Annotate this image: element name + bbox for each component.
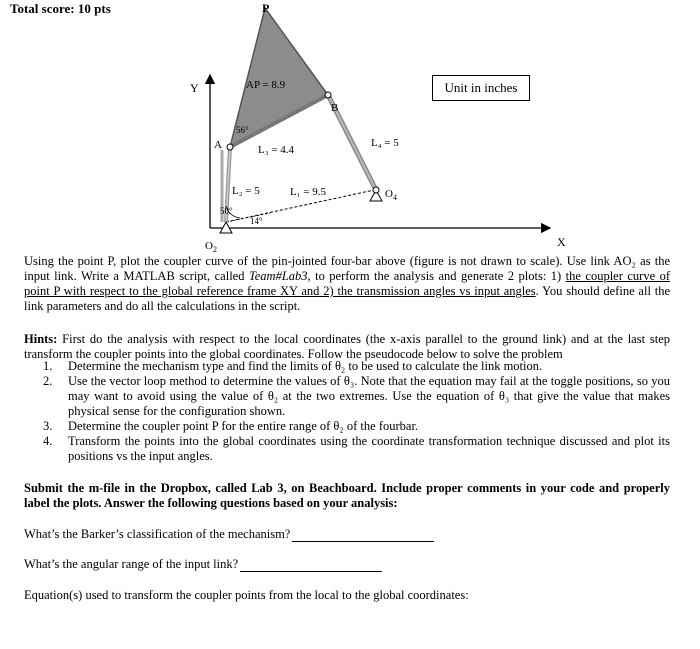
answer-blank[interactable] <box>292 541 434 542</box>
label-y-axis: Y <box>190 81 199 95</box>
list-item: 4. Transform the points into the global coordinates using the coordinate transformation technique discussed and plot its positions vs the input angles. <box>43 434 670 463</box>
pin-a <box>227 144 233 150</box>
label-l3: L₃ = 4.4 <box>258 144 295 156</box>
label-a: A <box>214 139 222 151</box>
list-item: 1. Determine the mechanism type and find the limits of θ₂ to be used to calculate the link motion. <box>43 359 543 373</box>
question-transform: Equation(s) used to transform the coupler points from the local to the global coordinates: <box>24 588 469 602</box>
four-bar-diagram <box>0 0 700 260</box>
label-o2: $O_2$ <box>205 240 217 254</box>
label-14: 14° <box>250 216 263 226</box>
answer-blank[interactable] <box>240 571 382 572</box>
unit-label-box: Unit in inches <box>432 75 530 101</box>
label-p: P <box>262 1 270 15</box>
pin-b <box>325 92 331 98</box>
label-l1: L₁ = 9.5 <box>290 186 327 198</box>
label-l4: L₄ = 5 <box>371 137 399 149</box>
list-item: 2. Use the vector loop method to determine the values of θ₃. Note that the equation may fail at the toggle positions, so you may want to avoid using the value of θ₂ at the two extremes. Use the equation of θ₃ that give the value that makes physical sense for the configuration shown. <box>43 374 670 418</box>
total-score: Total score: 10 pts <box>10 1 111 16</box>
list-item: 3. Determine the coupler point P for the entire range of θ₂ of the fourbar. <box>43 419 419 433</box>
label-50: 50° <box>220 206 233 216</box>
steps-list <box>43 359 670 464</box>
label-ap: AP = 8.9 <box>246 79 286 91</box>
question-angular-range: What’s the angular range of the input link? <box>24 557 382 572</box>
question-barker: What’s the Barker’s classification of the mechanism? <box>24 527 434 542</box>
label-o4: $O_4$ <box>385 188 397 202</box>
label-b: B <box>331 102 339 114</box>
hints-paragraph: Hints: First do the analysis with respect to the local coordinates (the x-axis parallel to the ground link) and at the last step transform the coupler points into the global coordinates. Follow the pseudocode below to solve the problem <box>24 332 670 361</box>
label-x-axis: X <box>557 235 566 249</box>
submit-instructions: Submit the m-file in the Dropbox, called Lab 3, on Beachboard. Include proper comments in your code and properly label the plots. Answer the following questions based on your analysis: <box>24 481 670 510</box>
label-56: 56° <box>236 125 249 135</box>
label-l2: L₂ = 5 <box>232 185 260 197</box>
intro-paragraph: Using the point P, plot the coupler curve of the pin-jointed four-bar above (figure is not drawn to scale). Use link AO₂ as the input link. Write a MATLAB script, called Team#Lab3, to perform the analysis and generate 2 plots: 1) the coupler curve of point P with respect to the global reference frame XY and 2) the transmission angles vs input angles. You should define all the link parameters and do all the calculations in the script. <box>24 254 671 313</box>
